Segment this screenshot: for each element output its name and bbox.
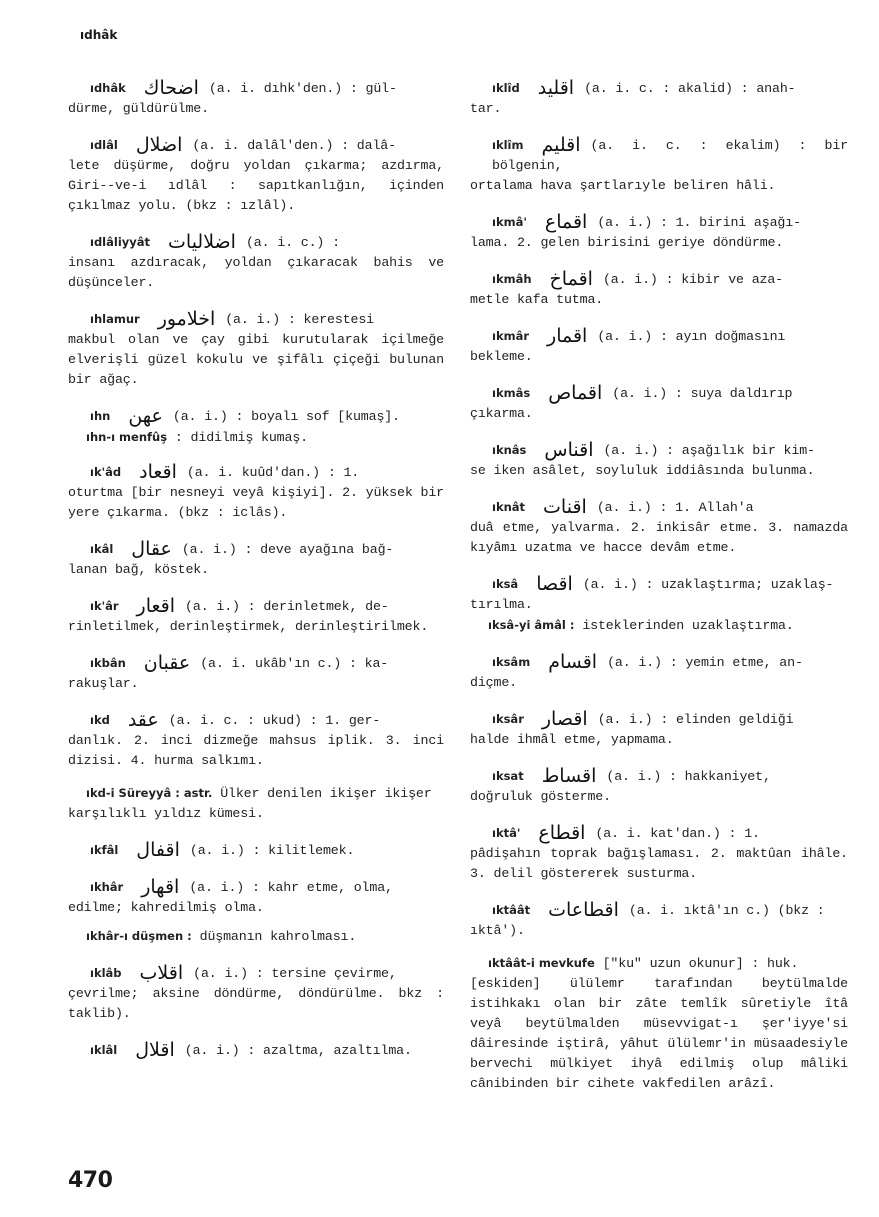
- entry-definition: lete düşürme, doğru yoldan çıkarma; azdırma, Giri--ve-i ıdlâl : sapıtkanlığın, içinden çıkılmaz yolu. (bkz : ızlâl).: [68, 158, 444, 213]
- entry-arabic-script: اقعاد: [139, 461, 177, 483]
- entry-arabic-script: عهن: [128, 405, 163, 427]
- entry-first-line: [470, 269, 848, 290]
- entry-definition-start: (a. i.) : aşağılık bir kim-: [603, 443, 815, 458]
- entry-definition: halde ihmâl etme, yapmama.: [470, 732, 674, 747]
- entry-definition-start: (a. i.) : kilitlemek.: [189, 843, 355, 858]
- entry-headword: ıkmâh: [492, 272, 532, 286]
- entry-definition: danlık. 2. inci dizmeğe mahsus iplik. 3. inci dizisi. 4. hurma salkımı.: [68, 733, 444, 768]
- entry-definition: metle kafa tutma.: [470, 292, 604, 307]
- dictionary-entry: [470, 652, 848, 693]
- entry-headword: ıkmâr: [492, 329, 530, 343]
- entry-arabic-script: اقليد: [537, 77, 575, 99]
- dictionary-entry: [470, 766, 848, 807]
- entry-arabic-script: اضحاك: [143, 77, 199, 99]
- dictionary-entry: [68, 309, 444, 390]
- entry-definition-start: (a. i. dalâl'den.) : dalâ-: [192, 138, 396, 153]
- entry-headword: ıknât: [492, 500, 526, 514]
- dictionary-entry: [68, 596, 444, 637]
- entry-headword: ıkd-i Süreyyâ : astr.: [86, 786, 213, 800]
- dictionary-entry: [470, 78, 848, 119]
- entry-arabic-script: اقمار: [547, 325, 588, 347]
- entry-definition-start: (a. i.) : kahr etme, olma,: [189, 880, 393, 895]
- entry-definition-start: (a. i.) : deve ayağına bağ-: [181, 542, 394, 557]
- entry-headword: ıklâb: [90, 966, 122, 980]
- dictionary-entry: [68, 232, 444, 293]
- dictionary-entry: [470, 440, 848, 481]
- entry-definition: duâ etme, yalvarma. 2. inkisâr etme. 3. namazda kıyâmı uzatma ve hacce devâm etme.: [470, 520, 848, 555]
- entry-headword: ıkmâ': [492, 215, 527, 229]
- entry-first-line: [470, 78, 848, 99]
- entry-first-line: [68, 963, 444, 984]
- entry-definition-start: Ülker denilen ikişer ikişer: [220, 786, 432, 801]
- entry-headword: ıktâât-i mevkufe: [488, 956, 595, 970]
- dictionary-entry: [68, 710, 444, 771]
- entry-definition-start: isteklerinden uzaklaştırma.: [582, 618, 794, 633]
- entry-definition-start: (a. i.) : tersine çevirme,: [193, 966, 397, 981]
- entry-arabic-script: اقطاعات: [548, 899, 619, 921]
- dictionary-entry: [68, 406, 444, 427]
- dictionary-entry: [68, 840, 444, 861]
- entry-first-line: [68, 232, 444, 253]
- dictionary-entry: [470, 383, 848, 424]
- entry-definition-start: (a. i.) : derinletmek, de-: [185, 599, 389, 614]
- entry-arabic-script: اقليم: [541, 134, 581, 156]
- entry-headword: ıksâ-yi âmâl :: [488, 618, 575, 632]
- entry-definition-start: (a. i.) : elinden geldiği: [597, 712, 794, 727]
- entry-arabic-script: اقصا: [536, 573, 573, 595]
- entry-definition-start: (a. i. dıhk'den.) : gül-: [208, 81, 397, 96]
- entry-definition: bekleme.: [470, 349, 533, 364]
- entry-definition: diçme.: [470, 675, 517, 690]
- entry-arabic-script: اقماخ: [549, 268, 593, 290]
- entry-headword: ıklîd: [492, 81, 520, 95]
- entry-definition-start: (a. i. c.) :: [245, 235, 340, 250]
- entry-arabic-script: اقصار: [541, 708, 588, 730]
- entry-headword: ıkbân: [90, 656, 126, 670]
- entry-arabic-script: عقبان: [143, 652, 191, 674]
- entry-definition: oturtma [bir nesneyi veyâ kişiyi]. 2. yüksek bir yere çıkarma. (bkz : iclâs).: [68, 485, 444, 520]
- left-column: [68, 78, 444, 1061]
- entry-arabic-script: اقناس: [544, 439, 594, 461]
- entry-arabic-script: عقال: [131, 538, 172, 560]
- entry-definition: ıktâ').: [470, 923, 525, 938]
- entry-definition-start: (a. i.) : ayın doğmasını: [597, 329, 786, 344]
- entry-headword: ıksat: [492, 769, 524, 783]
- entry-definition: karşılıklı yıldız kümesi.: [68, 806, 264, 821]
- entry-headword: ıknâs: [492, 443, 527, 457]
- entry-definition: çıkarma.: [470, 406, 533, 421]
- entry-first-line: [68, 539, 444, 560]
- entry-definition-start: (a. i.) : yemin etme, an-: [607, 655, 803, 670]
- entry-headword: ıklâl: [90, 1043, 118, 1057]
- entry-definition-start: ["ku" uzun okunur] : huk.: [602, 956, 799, 971]
- entry-first-line: [68, 877, 444, 898]
- entry-definition-start: (a. i.) : boyalı sof [kumaş].: [172, 409, 400, 424]
- entry-arabic-script: اقماص: [548, 382, 603, 404]
- entry-definition-start: (a. i.) : azaltma, azaltılma.: [184, 1043, 412, 1058]
- entry-definition-start: (a. i. ukâb'ın c.) : ka-: [200, 656, 389, 671]
- entry-headword: ık'âr: [90, 599, 119, 613]
- entry-first-line: [470, 135, 848, 176]
- entry-first-line: [68, 710, 444, 731]
- entry-definition: [eskiden] ülülemr tarafından beytülmalde istihkakı olan bir zâte temlîk sûretiyle îtâ veyâ beytülmalden müsevvigat-ı şer'iyye'si dâiresinde iştirâ, yâhut ülülemr'in müsaadesiyle bervechi mülkiyet ihyâ edilmiş olup mâliki cânibinden bir cihete vakfedilen arâzî.: [470, 976, 848, 1091]
- entry-definition-start: (a. i. kat'dan.) : 1.: [595, 826, 760, 841]
- entry-first-line: [470, 709, 848, 730]
- entry-definition: rinletilmek, derinleştirmek, derinleştirilmek.: [68, 619, 429, 634]
- entry-definition-start: (a. i. kuûd'dan.) : 1.: [186, 465, 360, 480]
- dictionary-entry: [470, 135, 848, 196]
- entry-headword: ıkmâs: [492, 386, 531, 400]
- entry-definition-start: (a. i.) : 1. birini aşağı-: [597, 215, 801, 230]
- entry-headword: ıkd: [90, 713, 110, 727]
- entry-first-line: [68, 78, 444, 99]
- entry-arabic-script: اقسام: [548, 651, 598, 673]
- entry-definition: dürme, güldürülme.: [68, 101, 209, 116]
- entry-arabic-script: اقماع: [544, 211, 588, 233]
- entry-definition-start: (a. i.) : kibir ve aza-: [602, 272, 784, 287]
- entry-definition-start: (a. i.) : kerestesi: [225, 312, 374, 327]
- dictionary-entry: [68, 877, 444, 918]
- dictionary-entry: [68, 462, 444, 523]
- entry-definition: çevrilme; aksine döndürme, döndürülme. bkz : taklib).: [68, 986, 444, 1021]
- entry-first-line: [470, 383, 848, 404]
- entry-first-line: [68, 840, 444, 861]
- dictionary-entry: [68, 926, 444, 947]
- entry-definition: se iken asâlet, soyluluk iddiâsında bulunma.: [470, 463, 815, 478]
- dictionary-entry: [68, 539, 444, 580]
- entry-first-line: [68, 406, 444, 427]
- entry-definition-start: düşmanın kahrolması.: [199, 929, 357, 944]
- entry-first-line: [470, 212, 848, 233]
- dictionary-entry: [68, 653, 444, 694]
- entry-first-line: [68, 462, 444, 483]
- entry-first-line: [470, 497, 848, 518]
- entry-headword: ıdlâliyyât: [90, 235, 151, 249]
- entry-first-line: [68, 653, 444, 674]
- entry-first-line: [470, 326, 848, 347]
- entry-headword: ıktâ': [492, 826, 521, 840]
- dictionary-entry: [470, 269, 848, 310]
- entry-definition-start: (a. i.) : uzaklaştırma; uzaklaş-: [582, 577, 834, 592]
- entry-definition: ortalama hava şartlarıyle beliren hâli.: [470, 178, 776, 193]
- entry-headword: ıkâl: [90, 542, 114, 556]
- dictionary-entry: [68, 1040, 444, 1061]
- entry-arabic-script: اقنات: [543, 496, 587, 518]
- entry-definition: edilme; kahredilmiş olma.: [68, 900, 264, 915]
- entry-first-line: [68, 309, 444, 330]
- dictionary-entry: [470, 823, 848, 884]
- right-column: [470, 78, 848, 1094]
- entry-definition: tırılma.: [470, 597, 533, 612]
- entry-definition-start: (a. i.) : suya daldırıp: [612, 386, 793, 401]
- entry-arabic-script: اقهار: [141, 876, 180, 898]
- entry-definition-start: (a. i. ıktâ'ın c.) (bkz :: [628, 903, 825, 918]
- entry-first-line: [470, 953, 848, 974]
- entry-definition-start: : didilmiş kumaş.: [174, 430, 308, 445]
- entry-definition: tar.: [470, 101, 502, 116]
- entry-headword: ıksâ: [492, 577, 519, 591]
- entry-arabic-script: اقفال: [136, 839, 180, 861]
- entry-headword: ık'âd: [90, 465, 122, 479]
- entry-arabic-script: اخلامور: [157, 308, 216, 330]
- entry-first-line: [470, 440, 848, 461]
- entry-first-line: [68, 596, 444, 617]
- entry-headword: ıksâm: [492, 655, 531, 669]
- entry-arabic-script: اقطاع: [538, 822, 586, 844]
- entry-arabic-script: اقعار: [136, 595, 176, 617]
- entry-headword: ıhn: [90, 409, 111, 423]
- entry-headword: ıhn-ı menfûş: [86, 430, 168, 444]
- entry-definition-start: (a. i.) : 1. Allah'a: [596, 500, 754, 515]
- entry-arabic-script: اقساط: [541, 765, 597, 787]
- dictionary-entry: [470, 326, 848, 367]
- entry-headword: ıksâr: [492, 712, 524, 726]
- entry-headword: ıkhâr-ı düşmen :: [86, 929, 192, 943]
- dictionary-entry: [470, 212, 848, 253]
- entry-definition: makbul olan ve çay gibi kurutularak içilmeğe elverişli güzel kokulu ve şifâlı çiçeği bulunan bir ağaç.: [68, 332, 444, 387]
- entry-headword: ıdhâk: [90, 81, 126, 95]
- entry-first-line: [470, 900, 848, 921]
- dictionary-entry: [68, 783, 444, 824]
- entry-headword: ıhlamur: [90, 312, 140, 326]
- entry-headword: ıdlâl: [90, 138, 118, 152]
- entry-first-line: [68, 783, 444, 804]
- entry-definition-start: (a. i.) : hakkaniyet,: [606, 769, 771, 784]
- entry-first-line: [470, 615, 848, 636]
- running-head: ıdhâk: [80, 28, 118, 42]
- entry-first-line: [470, 574, 848, 595]
- dictionary-entry: [470, 615, 848, 636]
- entry-first-line: [68, 135, 444, 156]
- entry-headword: ıkfâl: [90, 843, 119, 857]
- entry-headword: ıktâât: [492, 903, 531, 917]
- entry-definition: rakuşlar.: [68, 676, 139, 691]
- entry-definition: lanan bağ, köstek.: [68, 562, 209, 577]
- dictionary-entry: [470, 497, 848, 558]
- entry-arabic-script: اقلال: [135, 1039, 175, 1061]
- entry-first-line: [68, 427, 444, 448]
- entry-first-line: [68, 1040, 444, 1061]
- dictionary-entry: [68, 963, 444, 1024]
- entry-definition: lama. 2. gelen birisini geriye döndürme.: [470, 235, 784, 250]
- entry-arabic-script: عقد: [127, 709, 159, 731]
- dictionary-entry: [68, 135, 444, 216]
- entry-definition: pâdişahın toprak bağışlaması. 2. maktûan ihâle. 3. delil göstererek susturma.: [470, 846, 848, 881]
- entry-definition-start: (a. i. c. : akalid) : anah-: [584, 81, 796, 96]
- entry-headword: ıkhâr: [90, 880, 124, 894]
- dictionary-entry: [470, 900, 848, 941]
- dictionary-entry: [68, 427, 444, 448]
- entry-first-line: [470, 823, 848, 844]
- entry-arabic-script: اضلاليات: [168, 231, 236, 253]
- entry-first-line: [68, 926, 444, 947]
- page-number: 470: [68, 1168, 113, 1193]
- dictionary-entry: [68, 78, 444, 119]
- entry-first-line: [470, 766, 848, 787]
- entry-arabic-script: اضلال: [135, 134, 183, 156]
- entry-arabic-script: اقلاب: [139, 962, 184, 984]
- entry-definition: insanı azdıracak, yoldan çıkaracak bahis ve düşünceler.: [68, 255, 444, 290]
- dictionary-entry: [470, 574, 848, 615]
- entry-headword: ıklîm: [492, 138, 524, 152]
- dictionary-entry: [470, 709, 848, 750]
- entry-first-line: [470, 652, 848, 673]
- entry-definition-start: (a. i. c. : ukud) : 1. ger-: [168, 713, 381, 728]
- entry-definition-start: (a. i. c. : ekalim) : bir bölgenin,: [492, 138, 848, 173]
- entry-definition: doğruluk gösterme.: [470, 789, 611, 804]
- dictionary-entry: [470, 953, 848, 1094]
